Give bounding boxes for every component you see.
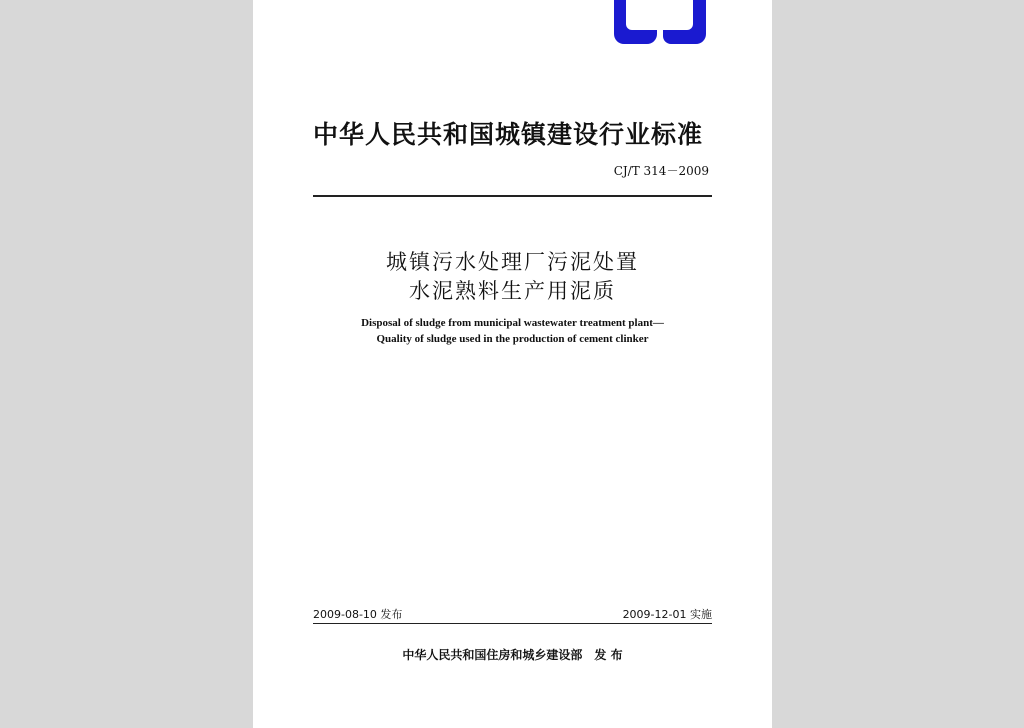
title-en-line-1: Disposal of sludge from municipal wastewater treatment plant—: [361, 317, 664, 329]
logo-letter-c-icon: [614, 0, 657, 44]
org-title: 中华人民共和国城镇建设行业标准: [313, 120, 704, 149]
date-row: [313, 606, 712, 622]
effective-date: 2009-12-01 实施: [622, 608, 712, 621]
document-page: [253, 0, 772, 728]
publish-date: 2009-08-10 发布: [313, 608, 403, 621]
title-en-line-2: Quality of sludge used in the production of cement clinker: [376, 333, 649, 345]
title-cn-line-2: 水泥熟料生产用泥质: [409, 279, 616, 303]
title-cn-line-1: 城镇污水处理厂污泥处置: [386, 250, 639, 274]
issuing-authority: 中华人民共和国住房和城乡建设部 发 布: [402, 648, 623, 662]
standard-code: CJ/T 314－2009: [613, 164, 709, 178]
cj-logo: [614, 0, 706, 44]
logo-letter-j-icon: [663, 0, 706, 44]
footer-divider: [313, 623, 712, 624]
header-divider: [313, 195, 712, 197]
